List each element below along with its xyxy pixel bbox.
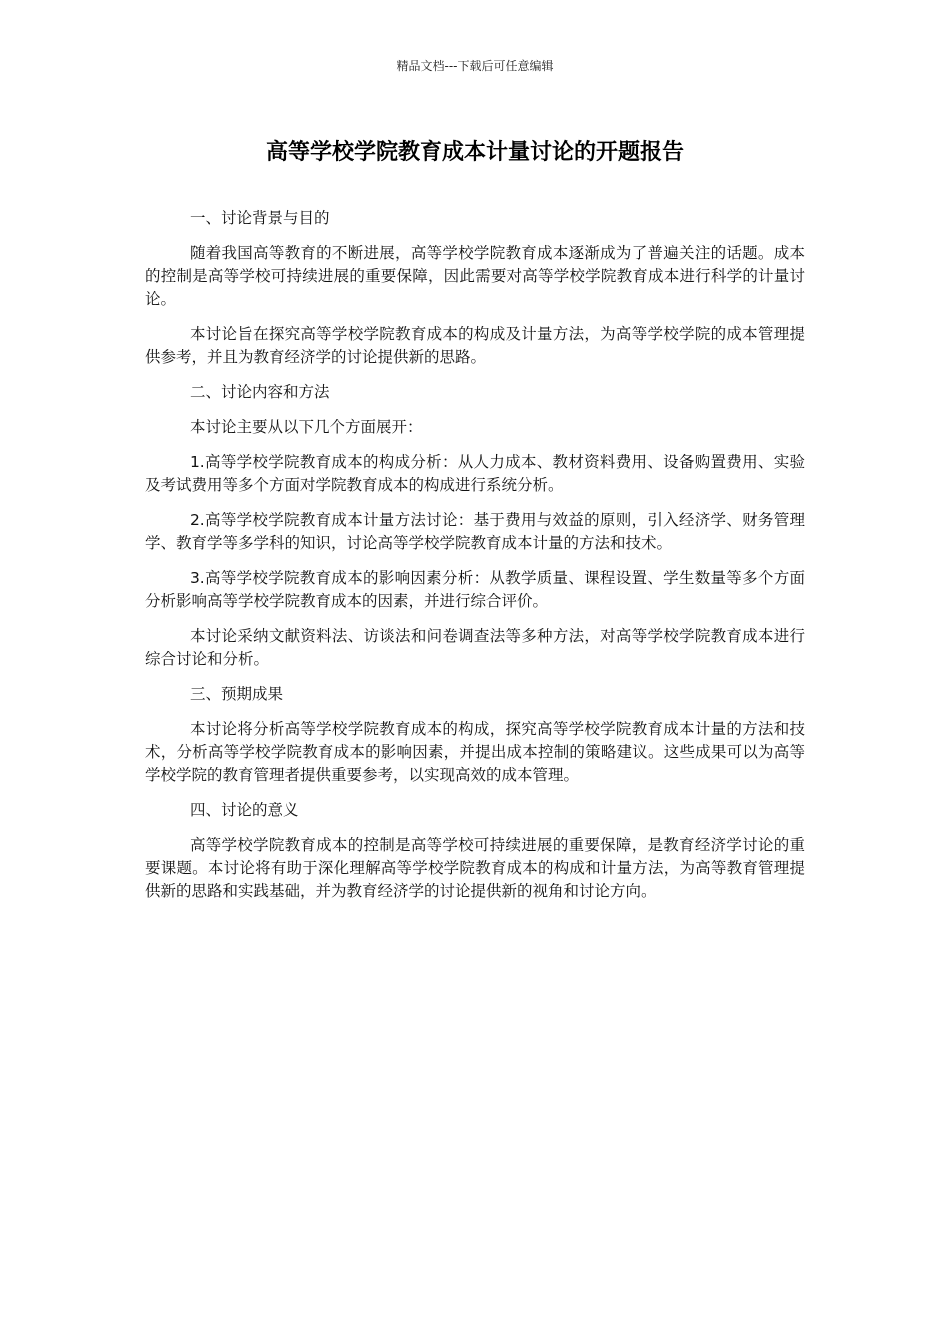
paragraph-content-item-3: 3.高等学校学院教育成本的影响因素分析：从教学质量、课程设置、学生数量等多个方面分析影响高等学校学院教育成本的因素，并进行综合评价。 — [145, 569, 805, 610]
section-heading-expected-results: 三、预期成果 — [189, 685, 283, 703]
paragraph-content-item-2: 2.高等学校学院教育成本计量方法讨论：基于费用与效益的原则，引入经济学、财务管理学、教育学等多学科的知识，讨论高等学校学院教育成本计量的方法和技术。 — [145, 511, 805, 552]
paragraph-background-1: 随着我国高等教育的不断进展，高等学校学院教育成本逐渐成为了普遍关注的话题。成本的控制是高等学校可持续进展的重要保障，因此需要对高等学校学院教育成本进行科学的计量讨论。 — [145, 244, 805, 308]
section-heading-background: 一、讨论背景与目的 — [189, 209, 330, 227]
paragraph-significance: 高等学校学院教育成本的控制是高等学校可持续进展的重要保障，是教育经济学讨论的重要课题。本讨论将有助于深化理解高等学校学院教育成本的构成和计量方法，为高等教育管理提供新的思路和实践基础，并为教育经济学的讨论提供新的视角和讨论方向。 — [145, 836, 805, 900]
section-heading-content-methods: 二、讨论内容和方法 — [189, 383, 330, 401]
paragraph-content-item-1: 1.高等学校学院教育成本的构成分析：从人力成本、教材资料费用、设备购置费用、实验及考试费用等多个方面对学院教育成本的构成进行系统分析。 — [145, 453, 805, 494]
section-heading-significance: 四、讨论的意义 — [189, 801, 299, 819]
header-note: 精品文档---下载后可任意编辑 — [396, 59, 554, 73]
paragraph-content-intro: 本讨论主要从以下几个方面展开： — [189, 418, 423, 436]
paragraph-background-2: 本讨论旨在探究高等学校学院教育成本的构成及计量方法，为高等学校学院的成本管理提供参考，并且为教育经济学的讨论提供新的思路。 — [145, 325, 805, 366]
paragraph-methods: 本讨论采纳文献资料法、访谈法和问卷调查法等多种方法，对高等学校学院教育成本进行综合讨论和分析。 — [145, 627, 805, 668]
document-body — [145, 207, 805, 915]
document-title: 高等学校学院教育成本计量讨论的开题报告 — [265, 140, 684, 165]
paragraph-expected-results: 本讨论将分析高等学校学院教育成本的构成，探究高等学校学院教育成本计量的方法和技术，分析高等学校学院教育成本的影响因素，并提出成本控制的策略建议。这些成果可以为高等学校学院的教育管理者提供重要参考，以实现高效的成本管理。 — [145, 720, 805, 784]
